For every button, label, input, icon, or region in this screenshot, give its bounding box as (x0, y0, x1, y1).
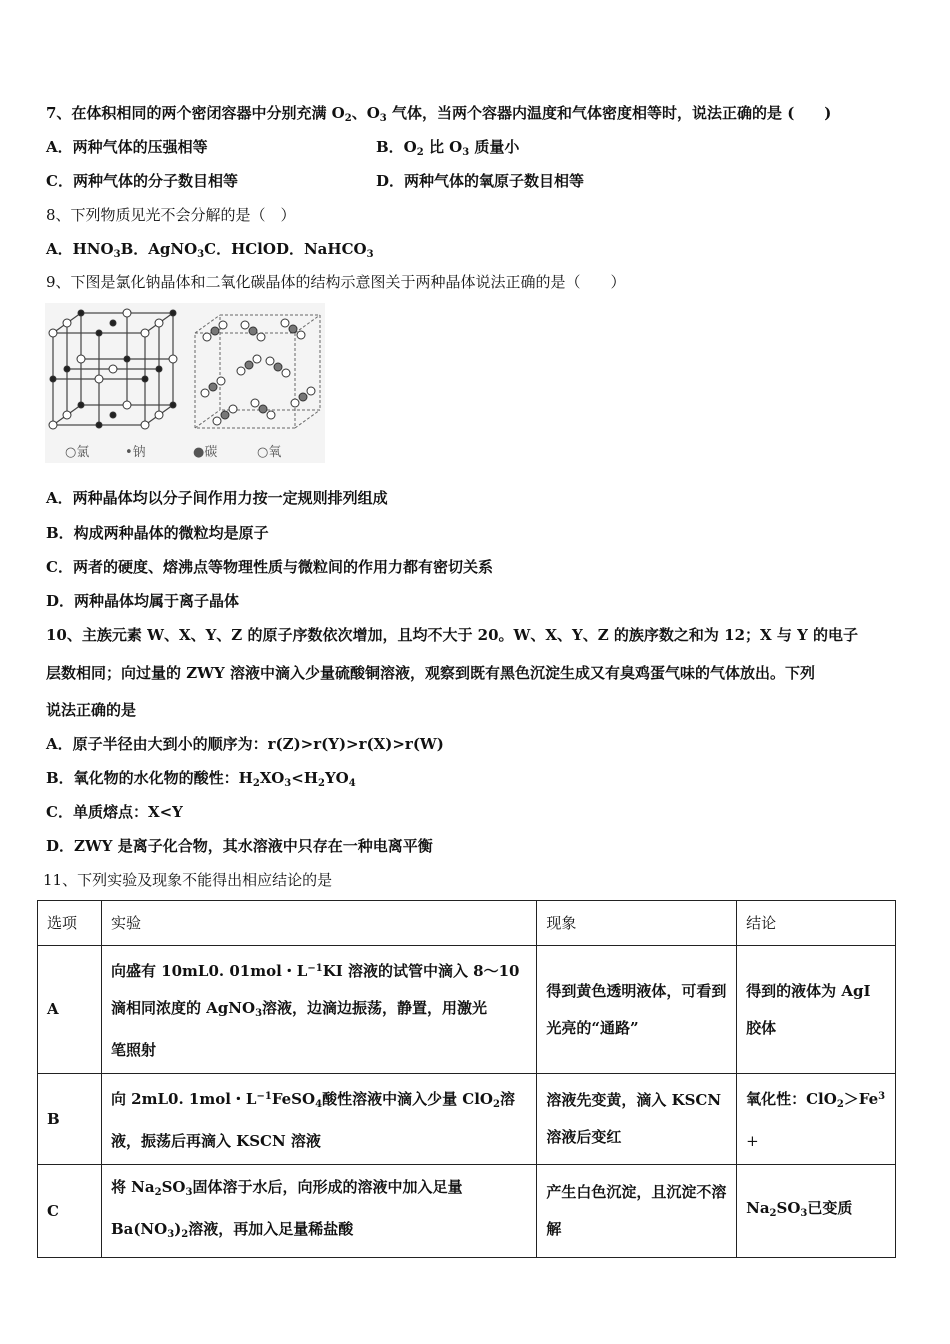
q7-b-part: 质量小 (469, 138, 520, 156)
sub: 4 (315, 1099, 323, 1110)
q10-stem-line3: 说法正确的是 (46, 701, 137, 719)
q8-stem: 8、下列物质见光不会分解的是（ ） (46, 206, 296, 224)
header-phenomenon: 现象 (537, 901, 737, 946)
text-part: 溶液，边滴边振荡，静置，用激光 (262, 999, 488, 1017)
legend-chlorine: ○氯 (65, 445, 90, 460)
header-experiment: 实验 (101, 901, 536, 946)
q10-option-b (46, 767, 356, 795)
q11-stem: 11、下列实验及现象不能得出相应结论的是 (43, 871, 333, 889)
text-part: ) (174, 1220, 182, 1238)
table-row (38, 946, 896, 1074)
q8-option-a: A．HNO (46, 240, 114, 258)
text-part: 笔照射 (110, 1041, 156, 1059)
header-option: 选项 (38, 901, 102, 946)
q9-option-a: A．两种晶体均以分子间作用力按一定规则排列组成 (46, 489, 388, 507)
text-part: SO (161, 1178, 186, 1196)
row-b-experiment (101, 1074, 536, 1165)
sup: −1 (256, 1091, 272, 1102)
sub: 3 (197, 249, 205, 260)
text-part: FeSO (271, 1090, 316, 1108)
q11-table (37, 900, 896, 1258)
table-row (38, 1074, 896, 1165)
row-a-phenomenon: 得到黄色透明液体，可看到光亮的“通路” (537, 946, 737, 1074)
crystal-structure-figure (45, 303, 325, 463)
row-c-option: C (38, 1165, 102, 1258)
text-part: 向 2mL0. 1mol・L (110, 1090, 257, 1108)
text-part: 氧化性：ClO (746, 1090, 837, 1108)
q7-option-c: C．两种气体的分子数目相等 (46, 172, 238, 190)
sub: 3 (167, 1229, 175, 1240)
legend-sodium: •钠 (125, 445, 146, 460)
q9-option-d: D．两种晶体均属于离子晶体 (46, 592, 240, 610)
text-part: 将 Na (110, 1178, 155, 1196)
q8-options (46, 238, 374, 266)
q10-b-part: YO (324, 769, 349, 787)
header-conclusion: 结论 (737, 901, 896, 946)
legend-oxygen: ○氧 (257, 445, 282, 460)
q7-stem (46, 102, 831, 130)
q8-option-c: C．HClO (204, 240, 276, 258)
q10-option-a: A．原子半径由大到小的顺序为：r(Z)>r(Y)>r(X)>r(W) (46, 735, 444, 753)
sub: 2 (181, 1229, 189, 1240)
sub: 3 (379, 113, 387, 124)
sub: 3 (185, 1187, 193, 1198)
q7-option-a: A．两种气体的压强相等 (46, 138, 208, 156)
q8-option-d: D．NaHCO (275, 240, 367, 258)
sub: 3 (800, 1208, 808, 1219)
q10-b-part: <H (291, 769, 318, 787)
q7-stem-part: 气体，当两个容器内温度和气体密度相等时，说法正确的是 ( ) (386, 104, 832, 122)
text-part: + (746, 1132, 759, 1150)
q9-stem: 9、下图是氯化钠晶体和二氧化碳晶体的结构示意图关于两种晶体说法正确的是（ ） (46, 273, 626, 291)
text-part: Na (746, 1199, 770, 1217)
sup: 3 (878, 1091, 886, 1102)
sub: 2 (344, 113, 352, 124)
text-part: 溶 (499, 1090, 515, 1108)
sub: 2 (493, 1099, 500, 1110)
sub: 3 (462, 147, 470, 158)
sub: 2 (836, 1099, 844, 1110)
q7-b-part: B．O (376, 138, 417, 156)
q10-option-d: D．ZWY 是离子化合物，其水溶液中只存在一种电离平衡 (46, 837, 433, 855)
sub: 2 (416, 147, 424, 158)
text-part: 向盛有 10mL0. 01mol・L (110, 962, 308, 980)
sub: 2 (769, 1208, 777, 1219)
row-b-option: B (38, 1074, 102, 1165)
text-part: 酸性溶液中滴入少量 ClO (322, 1090, 493, 1108)
q7-option-b (376, 136, 519, 164)
sup: −1 (307, 963, 323, 974)
row-b-phenomenon: 溶液先变黄，滴入 KSCN 溶液后变红 (537, 1074, 737, 1165)
sub: 3 (366, 249, 374, 260)
text-part: 溶液，再加入足量稀盐酸 (188, 1220, 354, 1238)
q7-stem-part: 7、在体积相同的两个密闭容器中分别充满 O (46, 104, 345, 122)
text-part: 滴相同浓度的 AgNO (110, 999, 256, 1017)
text-part: 液，振荡后再滴入 KSCN 溶液 (110, 1132, 321, 1150)
text-part: 已变质 (807, 1199, 853, 1217)
sub: 4 (348, 778, 356, 789)
q10-stem-line2: 层数相同；向过量的 ZWY 溶液中滴入少量硫酸铜溶液，观察到既有黑色沉淀生成又有臭鸡蛋气味的气体放出。下列 (46, 664, 815, 682)
text-part: KI 溶液的试管中滴入 8～10 (322, 962, 520, 980)
q7-stem-part: 、O (351, 104, 380, 122)
text-part: SO (776, 1199, 801, 1217)
row-a-experiment (101, 946, 536, 1074)
q7-b-part: 比 O (423, 138, 463, 156)
legend-carbon: ●碳 (193, 445, 218, 460)
text-part: 固体溶于水后，向形成的溶液中加入足量 (192, 1178, 463, 1196)
row-b-conclusion (737, 1074, 896, 1165)
row-c-conclusion (737, 1165, 896, 1258)
q9-option-b: B．构成两种晶体的微粒均是原子 (46, 524, 269, 542)
sub: 2 (318, 778, 325, 789)
row-a-conclusion: 得到的液体为 AgI 胶体 (737, 946, 896, 1074)
sub: 3 (284, 778, 292, 789)
sub: 3 (113, 249, 121, 260)
q9-option-c: C．两者的硬度、熔沸点等物理性质与微粒间的作用力都有密切关系 (46, 558, 493, 576)
table-header-row (38, 901, 896, 946)
q7-option-d: D．两种气体的氧原子数目相等 (376, 172, 585, 190)
row-c-experiment (101, 1165, 536, 1258)
sub: 3 (255, 1008, 263, 1019)
row-a-option: A (38, 946, 102, 1074)
sub: 2 (252, 778, 260, 789)
text-part: ＞Fe (843, 1090, 879, 1108)
table-row (38, 1165, 896, 1258)
text-part: Ba(NO (110, 1220, 168, 1238)
q8-option-b: B．AgNO (120, 240, 198, 258)
sub: 2 (154, 1187, 162, 1198)
row-c-phenomenon: 产生白色沉淀，且沉淀不溶解 (537, 1165, 737, 1258)
q10-option-c: C．单质熔点：X<Y (46, 803, 183, 821)
q10-b-part: B．氧化物的水化物的酸性：H (46, 769, 253, 787)
q10-b-part: XO (259, 769, 285, 787)
q10-stem-line1: 10、主族元素 W、X、Y、Z 的原子序数依次增加，且均不大于 20。W、X、Y、Z 的族序数之和为 12；X 与 Y 的电子 (46, 626, 859, 644)
